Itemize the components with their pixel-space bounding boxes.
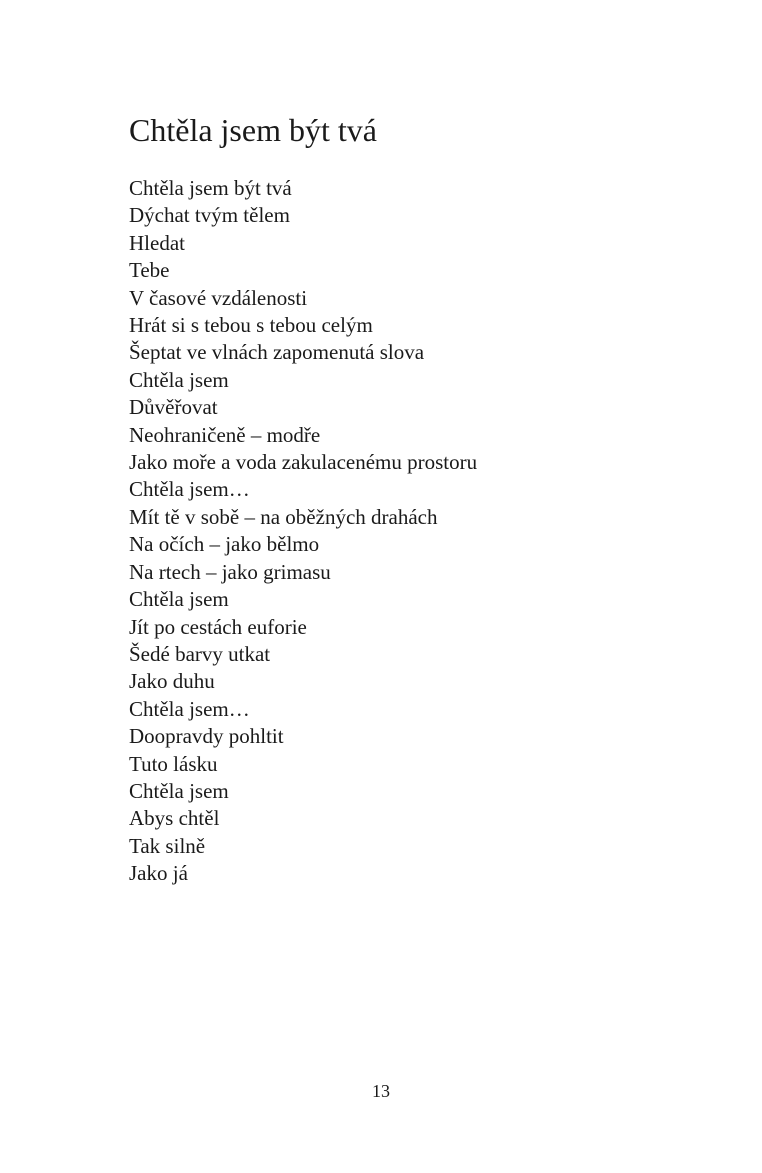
poem-line: Hledat — [129, 230, 185, 255]
poem-line: Dýchat tvým tělem — [129, 203, 290, 228]
poem-body — [129, 175, 477, 888]
poem-line: Mít tě v sobě – na oběžných drahách — [129, 504, 438, 529]
poem-line: V časové vzdálenosti — [129, 285, 308, 310]
poem-line: Hrát si s tebou s tebou celým — [129, 313, 373, 338]
poem-line: Na rtech – jako grimasu — [129, 559, 331, 584]
poem-line: Tebe — [129, 258, 170, 283]
poem-line: Chtěla jsem být tvá — [129, 176, 292, 200]
poem-title: Chtěla jsem být tvá — [129, 112, 377, 148]
poem-line: Chtěla jsem… — [129, 477, 250, 502]
page-number: 13 — [372, 1081, 390, 1101]
poem-line: Jako já — [129, 861, 188, 886]
poem-line: Doopravdy pohltit — [129, 724, 284, 749]
poem-line: Abys chtěl — [129, 806, 220, 831]
poem-line: Tak silně — [129, 833, 206, 858]
poem-line: Šedé barvy utkat — [129, 641, 271, 666]
poem-line: Jako moře a voda zakulacenému prostoru — [129, 450, 478, 475]
poem-line: Chtěla jsem… — [129, 696, 250, 721]
poem-line: Neohraničeně – modře — [129, 422, 321, 447]
poem-line: Chtěla jsem — [129, 778, 229, 803]
poem-line: Na očích – jako bělmo — [129, 532, 320, 557]
poem-line: Jít po cestách euforie — [129, 614, 307, 639]
poem-line: Šeptat ve vlnách zapomenutá slova — [129, 340, 425, 365]
poem-line: Tuto lásku — [129, 751, 218, 776]
poem-line: Důvěřovat — [129, 395, 218, 420]
poem-line: Chtěla jsem — [129, 587, 229, 612]
poem-line: Jako duhu — [129, 669, 215, 694]
poem-line: Chtěla jsem — [129, 367, 229, 392]
